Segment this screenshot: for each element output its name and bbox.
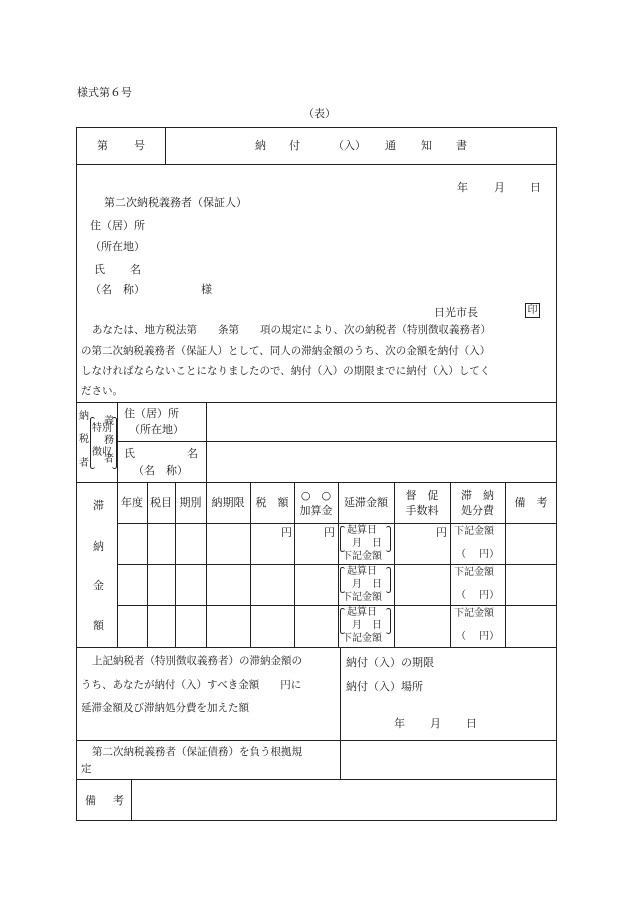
summary-date-day: 日 (466, 717, 477, 730)
column-header-deadline: 納期限 (211, 496, 245, 509)
body-line: あなたは、地方税法第 条第 項の規定により、次の納税者（特別徴収義務者） (92, 324, 491, 336)
summary-line: 延滞金額及び滞納処分費を加えた額 (81, 702, 249, 714)
basis-line: 定 (81, 763, 92, 775)
delay-start-label: 起算日 (347, 566, 377, 577)
delay-amount-label: 下記金額 (342, 633, 382, 644)
disposal-amount-label: 下記金額 (454, 608, 494, 619)
delay-date-label: 月 日 (352, 620, 382, 631)
column-header-delay: 延滞金額 (344, 496, 388, 509)
taxpayer-bracket-line: 徴収 (92, 447, 112, 458)
disposal-amount-label: 下記金額 (454, 567, 494, 578)
arrears-side-char: 納 (93, 540, 104, 553)
arrears-side-char: 金 (93, 579, 104, 592)
delay-date-label: 月 日 (352, 538, 382, 549)
arrears-side-char: 額 (93, 619, 104, 632)
title-char: （入） (333, 139, 366, 152)
column-header-fee-top: 督 促 (405, 489, 439, 502)
column-header-add-bottom: 加算金 (299, 504, 333, 517)
disposal-amount-label: 下記金額 (454, 526, 494, 537)
unit-yen: 円 (324, 526, 335, 539)
column-header-disposal-bottom: 処分費 (461, 504, 494, 517)
taxpayer-right-char: 者 (104, 454, 114, 465)
body-line: ださい。 (81, 385, 123, 397)
delay-start-label: 起算日 (347, 607, 377, 618)
taxpayer-address-sub: （所在地） (129, 423, 184, 436)
column-header-year: 年度 (121, 496, 143, 509)
column-header-add-top: ○ ○ (300, 489, 332, 502)
title-char: 付 (289, 139, 300, 152)
right-bracket (386, 526, 391, 552)
side-label: （表） (303, 107, 336, 120)
addressee-address-label: 住（居）所 (90, 219, 145, 232)
left-bracket (340, 567, 345, 593)
column-header-period: 期別 (179, 496, 202, 509)
right-bracket (386, 567, 391, 593)
issuer: 日光市長 (434, 306, 478, 319)
column-header-fee-bottom: 手数料 (405, 504, 439, 517)
taxpayer-side-char: 者 (79, 458, 89, 469)
date-year: 年 (457, 181, 468, 194)
left-bracket (340, 608, 345, 634)
date-month: 月 (494, 181, 505, 194)
summary-line: 上記納税者（特別徴収義務者）の滞納金額の (92, 655, 302, 667)
column-header-item: 税目 (150, 496, 172, 509)
arrears-side-char: 滞 (93, 499, 104, 512)
number-label-first: 第 (97, 139, 108, 152)
summary-date-year: 年 (394, 717, 405, 730)
disposal-yen-label: （ 円） (456, 590, 500, 601)
delay-amount-label: 下記金額 (342, 592, 382, 603)
seal-stamp: 印 (525, 303, 540, 318)
body-line: の第二次納税義務者（保証人）として、同人の滞納金額のうち、次の金額を納付（入） (81, 345, 491, 357)
addressee-name-sub: （名 称） (90, 283, 145, 296)
title-char: 納 (255, 139, 266, 152)
unit-yen: 円 (436, 526, 447, 539)
taxpayer-bracket-line: 特別 (92, 423, 112, 434)
addressee-role: 第二次納税義務者（保証人） (104, 196, 247, 209)
taxpayer-address-label: 住（居）所 (124, 407, 179, 420)
title-char: 書 (456, 139, 467, 152)
payment-place-label: 納付（入）場所 (346, 680, 423, 693)
payment-deadline-label: 納付（入）の期限 (346, 656, 434, 669)
title-char: 通 (385, 139, 396, 152)
remarks-label: 考 (113, 794, 124, 807)
column-header-remarks: 備 考 (514, 496, 548, 509)
delay-start-label: 起算日 (347, 525, 377, 536)
unit-yen: 円 (281, 526, 292, 539)
honorific: 様 (201, 283, 212, 296)
taxpayer-side-char: 税 (79, 434, 89, 445)
title-char: 知 (421, 139, 432, 152)
addressee-address-sub: （所在地） (90, 240, 145, 253)
column-header-tax: 税 額 (255, 496, 289, 509)
number-label-second: 号 (134, 139, 145, 152)
basis-line: 第二次納税義務者（保証債務）を負う根拠規 (92, 746, 302, 758)
form-number: 様式第６号 (77, 86, 132, 99)
taxpayer-name-label: 名 (187, 447, 198, 460)
taxpayer-right-char: 義 (104, 416, 114, 427)
right-bracket (386, 608, 391, 634)
disposal-yen-label: （ 円） (456, 549, 500, 560)
delay-date-label: 月 日 (352, 579, 382, 590)
taxpayer-side-char: 納 (79, 411, 89, 422)
taxpayer-name-label: 氏 (124, 447, 135, 460)
date-day: 日 (530, 181, 541, 194)
left-bracket (340, 526, 345, 552)
disposal-yen-label: （ 円） (456, 631, 500, 642)
column-header-disposal-top: 滞 納 (461, 489, 494, 502)
body-line: しなければならないことになりましたので、納付（入）の期限までに納付（入）してく (81, 365, 491, 377)
taxpayer-name-sub: （名 称） (133, 464, 188, 477)
addressee-name-label: 氏 (94, 263, 105, 276)
summary-line: うち、あなたが納付（入）すべき金額 円に (81, 679, 302, 691)
remarks-label: 備 (85, 794, 96, 807)
delay-amount-label: 下記金額 (342, 551, 382, 562)
addressee-name-label: 名 (130, 263, 141, 276)
summary-date-month: 月 (430, 717, 441, 730)
taxpayer-right-char: 務 (104, 435, 114, 446)
